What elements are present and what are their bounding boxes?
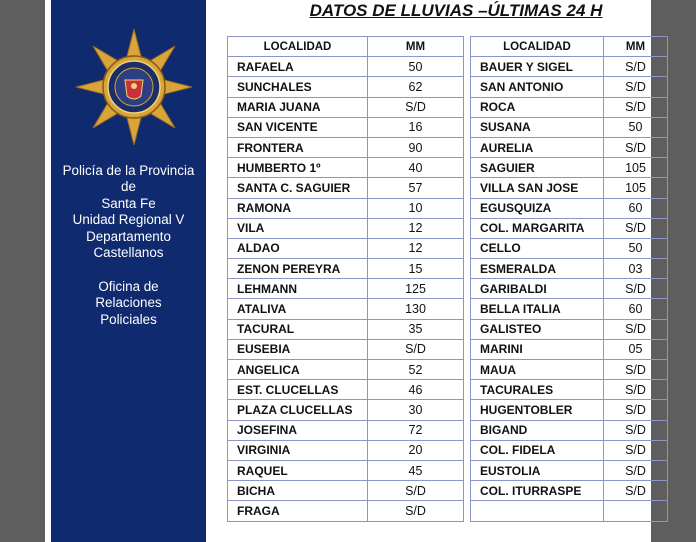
- rainfall-mm-cell: S/D: [604, 77, 668, 97]
- locality-cell: MARIA JUANA: [228, 97, 368, 117]
- table-row: [471, 77, 668, 97]
- office-info: [51, 279, 206, 328]
- table-row: [228, 299, 464, 319]
- rainfall-mm-cell: 62: [368, 77, 464, 97]
- locality-cell: ESMERALDA: [471, 259, 604, 279]
- table-row: [228, 57, 464, 77]
- locality-cell: BELLA ITALIA: [471, 299, 604, 319]
- locality-cell: EST. CLUCELLAS: [228, 380, 368, 400]
- rainfall-mm-cell: 50: [368, 57, 464, 77]
- locality-cell: MARINI: [471, 339, 604, 359]
- locality-cell: EUSEBIA: [228, 339, 368, 359]
- table-row: [471, 259, 668, 279]
- rainfall-mm-cell: S/D: [604, 380, 668, 400]
- table-row: [471, 279, 668, 299]
- locality-cell: CELLO: [471, 238, 604, 258]
- rainfall-mm-cell: 12: [368, 218, 464, 238]
- rainfall-mm-cell: S/D: [368, 339, 464, 359]
- locality-cell: BIGAND: [471, 420, 604, 440]
- table-row: [228, 400, 464, 420]
- table-row: [471, 117, 668, 137]
- table-header-row: [471, 37, 668, 57]
- table-row: [228, 259, 464, 279]
- column-header-mm: MM: [368, 37, 464, 57]
- rainfall-mm-cell: 10: [368, 198, 464, 218]
- table-row: [228, 238, 464, 258]
- rainfall-mm-cell: 50: [604, 238, 668, 258]
- locality-cell: SAGUIER: [471, 158, 604, 178]
- table-row: [228, 158, 464, 178]
- table-row: [471, 97, 668, 117]
- institution-line: Santa Fe: [101, 195, 156, 211]
- rainfall-mm-cell: S/D: [604, 420, 668, 440]
- locality-cell: COL. MARGARITA: [471, 218, 604, 238]
- table-row: [471, 400, 668, 420]
- locality-cell: SUSANA: [471, 117, 604, 137]
- rainfall-mm-cell: 125: [368, 279, 464, 299]
- table-row: [471, 137, 668, 157]
- rainfall-mm-cell: S/D: [604, 440, 668, 460]
- locality-cell: COL. FIDELA: [471, 440, 604, 460]
- institution-line: Unidad Regional V: [72, 212, 185, 228]
- column-header-mm: MM: [604, 37, 668, 57]
- rainfall-mm-cell: S/D: [604, 319, 668, 339]
- table-row: [471, 238, 668, 258]
- institution-info: [51, 163, 206, 261]
- rainfall-mm-cell: S/D: [368, 481, 464, 501]
- locality-cell: ANGELICA: [228, 360, 368, 380]
- locality-cell: VILLA SAN JOSE: [471, 178, 604, 198]
- table-row: [471, 501, 668, 521]
- table-row: [228, 178, 464, 198]
- table-row: [471, 380, 668, 400]
- locality-cell: PLAZA CLUCELLAS: [228, 400, 368, 420]
- table-row: [471, 218, 668, 238]
- rainfall-mm-cell: S/D: [604, 218, 668, 238]
- locality-cell: LEHMANN: [228, 279, 368, 299]
- locality-cell: [471, 501, 604, 521]
- locality-cell: MAUA: [471, 360, 604, 380]
- locality-cell: FRONTERA: [228, 137, 368, 157]
- rainfall-mm-cell: 52: [368, 360, 464, 380]
- table-row: [228, 218, 464, 238]
- locality-cell: RAFAELA: [228, 57, 368, 77]
- table-row: [228, 360, 464, 380]
- table-row: [228, 501, 464, 521]
- locality-cell: RAMONA: [228, 198, 368, 218]
- rainfall-mm-cell: 45: [368, 460, 464, 480]
- rainfall-mm-cell: 60: [604, 299, 668, 319]
- locality-cell: VIRGINIA: [228, 440, 368, 460]
- locality-cell: JOSEFINA: [228, 420, 368, 440]
- locality-cell: RAQUEL: [228, 460, 368, 480]
- locality-cell: SUNCHALES: [228, 77, 368, 97]
- document-page: [45, 0, 651, 542]
- table-row: [228, 117, 464, 137]
- table-row: [471, 481, 668, 501]
- rainfall-mm-cell: 05: [604, 339, 668, 359]
- locality-cell: SAN VICENTE: [228, 117, 368, 137]
- office-line: Oficina de: [98, 279, 159, 294]
- table-header-row: [228, 37, 464, 57]
- rainfall-mm-cell: 130: [368, 299, 464, 319]
- table-row: [471, 158, 668, 178]
- office-line: Relaciones: [95, 295, 162, 311]
- rainfall-mm-cell: 20: [368, 440, 464, 460]
- locality-cell: HUMBERTO 1º: [228, 158, 368, 178]
- table-row: [228, 481, 464, 501]
- table-row: [471, 420, 668, 440]
- locality-cell: ALDAO: [228, 238, 368, 258]
- table-row: [228, 137, 464, 157]
- rainfall-mm-cell: S/D: [604, 460, 668, 480]
- locality-cell: ATALIVA: [228, 299, 368, 319]
- rainfall-mm-cell: [604, 501, 668, 521]
- rainfall-mm-cell: S/D: [604, 279, 668, 299]
- rainfall-mm-cell: 105: [604, 178, 668, 198]
- rainfall-mm-cell: 30: [368, 400, 464, 420]
- sidebar-banner: [51, 0, 206, 542]
- column-header-localidad: LOCALIDAD: [471, 37, 604, 57]
- institution-line: de: [121, 179, 136, 195]
- office-line: Policiales: [100, 311, 157, 327]
- police-star-badge-icon: [73, 26, 195, 148]
- rainfall-mm-cell: S/D: [368, 501, 464, 521]
- rainfall-mm-cell: 72: [368, 420, 464, 440]
- rainfall-mm-cell: 57: [368, 178, 464, 198]
- locality-cell: BAUER Y SIGEL: [471, 57, 604, 77]
- rainfall-mm-cell: S/D: [604, 137, 668, 157]
- table-row: [471, 178, 668, 198]
- rainfall-mm-cell: S/D: [604, 400, 668, 420]
- table-row: [228, 77, 464, 97]
- table-row: [471, 319, 668, 339]
- locality-cell: GARIBALDI: [471, 279, 604, 299]
- table-row: [471, 460, 668, 480]
- table-row: [228, 420, 464, 440]
- rainfall-mm-cell: 60: [604, 198, 668, 218]
- institution-line: Departamento: [86, 228, 171, 244]
- locality-cell: HUGENTOBLER: [471, 400, 604, 420]
- locality-cell: SANTA C. SAGUIER: [228, 178, 368, 198]
- rainfall-table-left: [227, 36, 464, 522]
- table-row: [228, 380, 464, 400]
- rainfall-mm-cell: S/D: [604, 97, 668, 117]
- institution-line: Policía de la Provincia: [62, 163, 195, 178]
- locality-cell: FRAGA: [228, 501, 368, 521]
- rainfall-mm-cell: 12: [368, 238, 464, 258]
- locality-cell: TACURALES: [471, 380, 604, 400]
- locality-cell: TACURAL: [228, 319, 368, 339]
- locality-cell: ZENON PEREYRA: [228, 259, 368, 279]
- rainfall-mm-cell: 50: [604, 117, 668, 137]
- table-row: [471, 339, 668, 359]
- rainfall-mm-cell: 35: [368, 319, 464, 339]
- locality-cell: EGUSQUIZA: [471, 198, 604, 218]
- rainfall-mm-cell: 90: [368, 137, 464, 157]
- locality-cell: GALISTEO: [471, 319, 604, 339]
- table-row: [471, 299, 668, 319]
- locality-cell: COL. ITURRASPE: [471, 481, 604, 501]
- locality-cell: SAN ANTONIO: [471, 77, 604, 97]
- institution-line: Castellanos: [93, 245, 164, 261]
- rainfall-mm-cell: 46: [368, 380, 464, 400]
- page-title: DATOS DE LLUVIAS –ÚLTIMAS 24 H: [309, 1, 603, 20]
- locality-cell: AURELIA: [471, 137, 604, 157]
- table-row: [228, 198, 464, 218]
- table-row: [228, 339, 464, 359]
- locality-cell: VILA: [228, 218, 368, 238]
- rainfall-table-right: [470, 36, 668, 522]
- table-row: [471, 57, 668, 77]
- table-row: [471, 198, 668, 218]
- table-row: [228, 279, 464, 299]
- locality-cell: ROCA: [471, 97, 604, 117]
- table-row: [228, 97, 464, 117]
- table-row: [471, 440, 668, 460]
- rainfall-mm-cell: 40: [368, 158, 464, 178]
- rainfall-mm-cell: S/D: [604, 481, 668, 501]
- table-row: [228, 319, 464, 339]
- table-row: [228, 460, 464, 480]
- rainfall-mm-cell: S/D: [604, 57, 668, 77]
- rainfall-mm-cell: 16: [368, 117, 464, 137]
- table-row: [228, 440, 464, 460]
- rainfall-mm-cell: S/D: [368, 97, 464, 117]
- rainfall-mm-cell: S/D: [604, 360, 668, 380]
- rainfall-mm-cell: 15: [368, 259, 464, 279]
- rainfall-mm-cell: 105: [604, 158, 668, 178]
- table-row: [471, 360, 668, 380]
- locality-cell: BICHA: [228, 481, 368, 501]
- locality-cell: EUSTOLIA: [471, 460, 604, 480]
- rainfall-mm-cell: 03: [604, 259, 668, 279]
- column-header-localidad: LOCALIDAD: [228, 37, 368, 57]
